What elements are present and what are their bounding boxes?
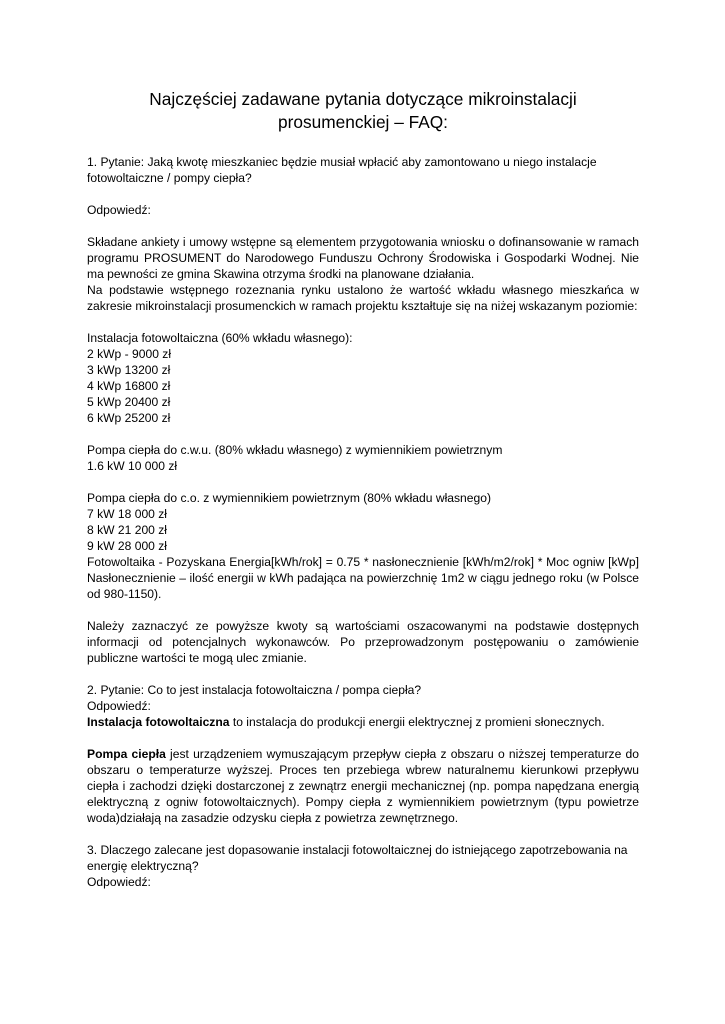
- list-item: 9 kW 28 000 zł: [87, 539, 167, 553]
- answer-1-paragraph-2: Na podstawie wstępnego rozeznania rynku ustalono że wartość wkładu własnego mieszkańca w zakresie mikroinstalacji prosumenckich w ramach projektu kształtuje się na niżej wskazanym poziomie:: [87, 283, 639, 313]
- pv-definition: [87, 714, 639, 730]
- heat-pump-definition: [87, 746, 639, 826]
- pv-term: Instalacja fotowoltaiczna: [87, 715, 230, 729]
- price-note: Należy zaznaczyć ze powyższe kwoty są wartościami oszacowanymi na podstawie dostępnych informacji od potencjalnych wykonawców. Po przeprowadzonym postępowaniu o zamówienie publiczne wartości te mogą ulec zmianie.: [87, 619, 639, 665]
- answer-3-label: Odpowiedź:: [87, 875, 151, 889]
- document-page: [87, 88, 639, 890]
- page-title: [87, 88, 639, 134]
- heat-pump-definition-text: jest urządzeniem wymuszającym przepływ ciepła z obszaru o niższej temperaturze do obszaru o temperaturze wyższej. Proces ten przebiega wbrew naturalnemu kierunkowi przepływu ciepła i zachodzi dzięki dostarczonej z zewnątrz energii mechanicznej (np. pompa napędzana energią elektryczną z ogniw fotowoltaicznych). Pompy ciepła z wymiennikiem powietrznym (typu powietrze woda)działają na zasadzie odzysku ciepła z powietrza zewnętrznego.: [87, 747, 639, 825]
- answer-2-label: Odpowiedź:: [87, 699, 151, 713]
- co-price-header: Pompa ciepła do c.o. z wymiennikiem powietrznym (80% wkładu własnego): [87, 491, 491, 505]
- cwu-price-header: Pompa ciepła do c.w.u. (80% wkładu własnego) z wymiennikiem powietrznym: [87, 443, 503, 457]
- list-item: 3 kWp 13200 zł: [87, 363, 171, 377]
- question-3: [87, 842, 639, 874]
- list-item: 5 kWp 20400 zł: [87, 395, 171, 409]
- pv-price-list: [87, 346, 639, 426]
- question-1: 1. Pytanie: Jaką kwotę mieszkaniec będzie musiał wpłacić aby zamontowano u niego instalacje fotowoltaiczne / pompy ciepła?: [87, 155, 597, 185]
- energy-formula: Fotowoltaika - Pozyskana Energia[kWh/rok] = 0.75 * nasłonecznienie [kWh/m2/rok] * Moc ogniw [kWp] Nasłonecznienie – ilość energii w kWh padająca na powierzchnię 1m2 w ciągu jednego roku (w Polsce od 980-1150).: [87, 555, 639, 601]
- answer-1-label: Odpowiedź:: [87, 203, 151, 217]
- list-item: 6 kWp 25200 zł: [87, 411, 171, 425]
- question-3-line-2: energię elektryczną?: [87, 859, 199, 873]
- question-3-line-1: 3. Dlaczego zalecane jest dopasowanie instalacji fotowoltaicznej do istniejącego zapotrzebowania na: [87, 843, 628, 857]
- list-item: 8 kW 21 200 zł: [87, 523, 167, 537]
- title-line-2: prosumenckiej – FAQ:: [277, 112, 448, 132]
- heat-pump-term: Pompa ciepła: [87, 747, 166, 761]
- list-item: 2 kWp - 9000 zł: [87, 347, 172, 361]
- co-price-list: [87, 506, 639, 554]
- list-item: 7 kW 18 000 zł: [87, 507, 167, 521]
- answer-1-paragraph-1: Składane ankiety i umowy wstępne są elementem przygotowania wniosku o dofinansowanie w ramach programu PROSUMENT do Narodowego Funduszu Ochrony Środowiska i Gospodarki Wodnej. Nie ma pewności ze gmina Skawina otrzyma środki na planowane działania.: [87, 235, 639, 281]
- pv-price-header: Instalacja fotowoltaiczna (60% wkładu własnego):: [87, 331, 353, 345]
- cwu-price-list: [87, 458, 639, 474]
- title-line-1: Najczęściej zadawane pytania dotyczące mikroinstalacji: [149, 89, 577, 109]
- pv-definition-text: to instalacja do produkcji energii elektrycznej z promieni słonecznych.: [229, 715, 605, 729]
- question-2: 2. Pytanie: Co to jest instalacja fotowoltaiczna / pompa ciepła?: [87, 683, 422, 697]
- list-item: 4 kWp 16800 zł: [87, 379, 171, 393]
- list-item: 1.6 kW 10 000 zł: [87, 459, 178, 473]
